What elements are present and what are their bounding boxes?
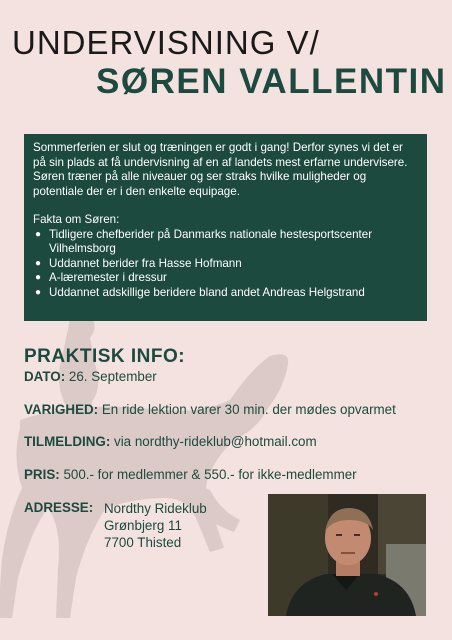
instructor-name: SØREN VALLENTIN [96,62,447,101]
date-line [24,369,157,384]
price-label: PRIS: [24,467,60,482]
page-title: UNDERVISNING V/ [12,24,320,61]
portrait-photo [268,494,426,616]
signup-line [24,434,317,449]
duration-line [24,402,396,417]
list-item: ● A-læremester i dressur [45,271,418,286]
price-value: 500.- for medlemmer & 550.- for ikke-medlemmer [59,467,357,482]
address-line: Grønbjerg 11 [104,518,182,533]
price-line [24,467,357,482]
intro-box [24,134,427,321]
duration-value: En ride lektion varer 30 min. der mødes opvarmet [98,402,396,417]
date-value: 26. September [65,369,157,384]
address-block [104,500,207,551]
list-item: ● Uddannet adskillige beridere bland andet Andreas Helgstrand [45,286,418,301]
address-label: ADRESSE: [24,500,94,515]
practical-info-heading: PRAKTISK INFO: [24,346,186,367]
list-item: ● Tidligere chefberider på Danmarks nationale hestesportscenter Vilhelmsborg [45,228,418,257]
intro-paragraph: Sommerferien er slut og træningen er godt i gang! Derfor synes vi det er på sin plads at få undervisning af en af landets mest erfarne undervisere. Søren træner på alle niveauer og ser straks hvilke muligheder og potentiale der er i den enkelte equipage. [33,141,408,198]
address-line: Nordthy Rideklub [104,501,207,516]
facts-heading: Fakta om Søren: [33,213,120,226]
signup-label: TILMELDING: [24,434,111,449]
signup-email[interactable]: via nordthy-rideklub@hotmail.com [110,434,317,449]
facts-list [33,228,418,301]
list-item: ● Uddannet berider fra Hasse Hofmann [45,257,418,272]
duration-label: VARIGHED: [24,402,99,417]
date-label: DATO: [24,369,66,384]
address-line: 7700 Thisted [104,535,182,550]
